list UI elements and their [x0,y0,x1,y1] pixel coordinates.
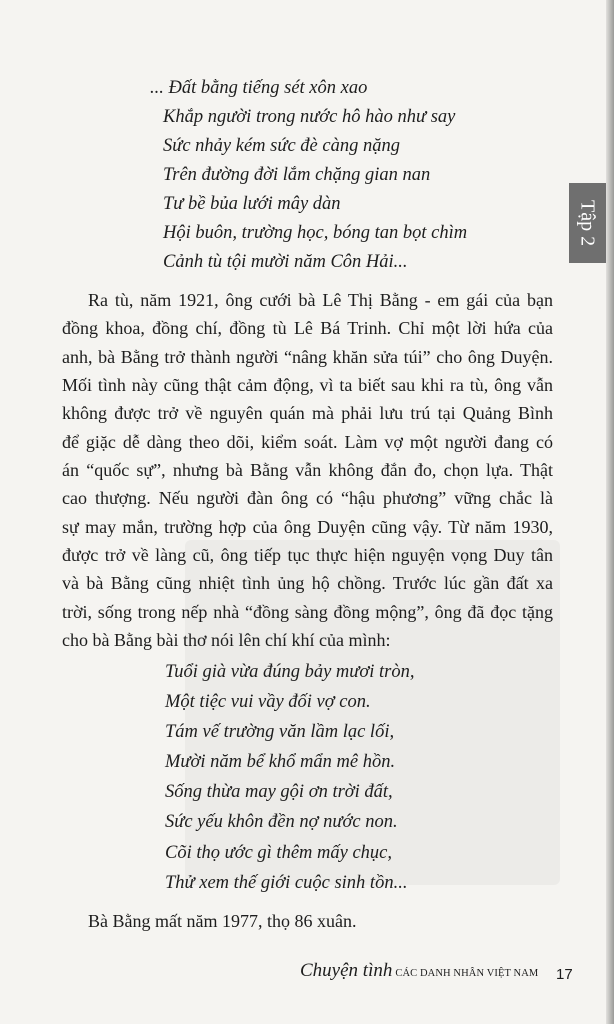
verse-line: Mười năm bể khổ mẩn mê hồn. [165,752,396,773]
paragraph-line: án “quốc sự”, nhưng bà Bằng vẫn không đắn đo, chọn lựa. Thật [62,459,553,480]
verse-line: Cõi thọ ước gì thêm mấy chục, [165,842,393,863]
opening-verse [150,74,468,277]
paragraph-line: Mối tình này cũng thật cảm động, vì ta biết sau khi ra tù, ông vẫn [62,374,553,395]
paragraph-line: không được trở về nguyên quán mà phải lưu trú tại Quảng Bình [62,403,553,424]
verse-line: Một tiệc vui vầy đối vợ con. [165,692,371,713]
poem-verse [165,657,415,898]
verse-line: Trên đường đời lắm chặng gian nan [163,165,431,185]
verse-line: Cảnh tù tội mười năm Côn Hải... [163,252,408,272]
paragraph-line: đồng khoa, đồng chí, đồng tù Lê Bá Trinh. Chỉ một lời hứa của [62,318,553,339]
verse-line: Khắp người trong nước hô hào như say [163,107,456,127]
paragraph-line: anh, bà Bằng trở thành người “nâng khăn sửa túi” cho ông Duyện. [62,346,553,367]
footer-series-script: Chuyện tình [300,960,393,981]
paragraph-line: được trở về làng cũ, ông tiếp tục thực hiện nguyện vọng Duy tân [62,544,553,565]
running-footer [300,960,538,990]
page-number: 17 [556,966,573,983]
verse-line: Hội buôn, trường học, bóng tan bọt chìm [163,223,468,243]
paragraph-line: sự may mắn, trường hợp của ông Duyện cũng vậy. Từ năm 1930, [62,516,553,537]
side-tab-label: Tập 2 [576,199,599,247]
verse-line: Tuổi già vừa đúng bảy mươi tròn, [165,662,415,682]
body-paragraph [62,286,553,654]
verse-line: Thử xem thế giới cuộc sinh tồn... [165,872,408,893]
side-tab [569,183,606,263]
paragraph-line: trời, sống trong nếp nhà “đồng sàng đồng mộng”, ông đã đọc tặng [62,601,553,622]
verse-line: Tư bề bủa lưới mây dàn [163,194,341,214]
verse-line: ... Đất bằng tiếng sét xôn xao [150,78,368,98]
verse-line: Tám vế trường văn lầm lạc lối, [165,722,395,743]
page-edge-shadow [606,0,614,1024]
paragraph-line: cao thượng. Nếu người đàn ông có “hậu phương” vững chắc là [62,488,553,509]
paragraph-line: để giặc dễ dàng theo dõi, kiểm soát. Làm vợ một người đang có [62,431,553,452]
paragraph-line: Ra tù, năm 1921, ông cưới bà Lê Thị Bằng - em gái của bạn [88,290,553,310]
paragraph-line: cho bà Bằng bài thơ nói lên chí khí của mình: [62,629,391,650]
verse-line: Sống thừa may gội ơn trời đất, [165,782,393,803]
closing-line: Bà Bằng mất năm 1977, thọ 86 xuân. [88,911,357,931]
paragraph-line: và bà Bằng cũng nhiệt tình ủng hộ chồng. Trước lúc gần đất xa [62,573,553,594]
verse-line: Sức yếu khôn đền nợ nước non. [165,812,398,833]
verse-line: Sức nhảy kém sức đè càng nặng [163,136,400,156]
footer-series-title: CÁC DANH NHÂN VIỆT NAM [395,968,539,979]
